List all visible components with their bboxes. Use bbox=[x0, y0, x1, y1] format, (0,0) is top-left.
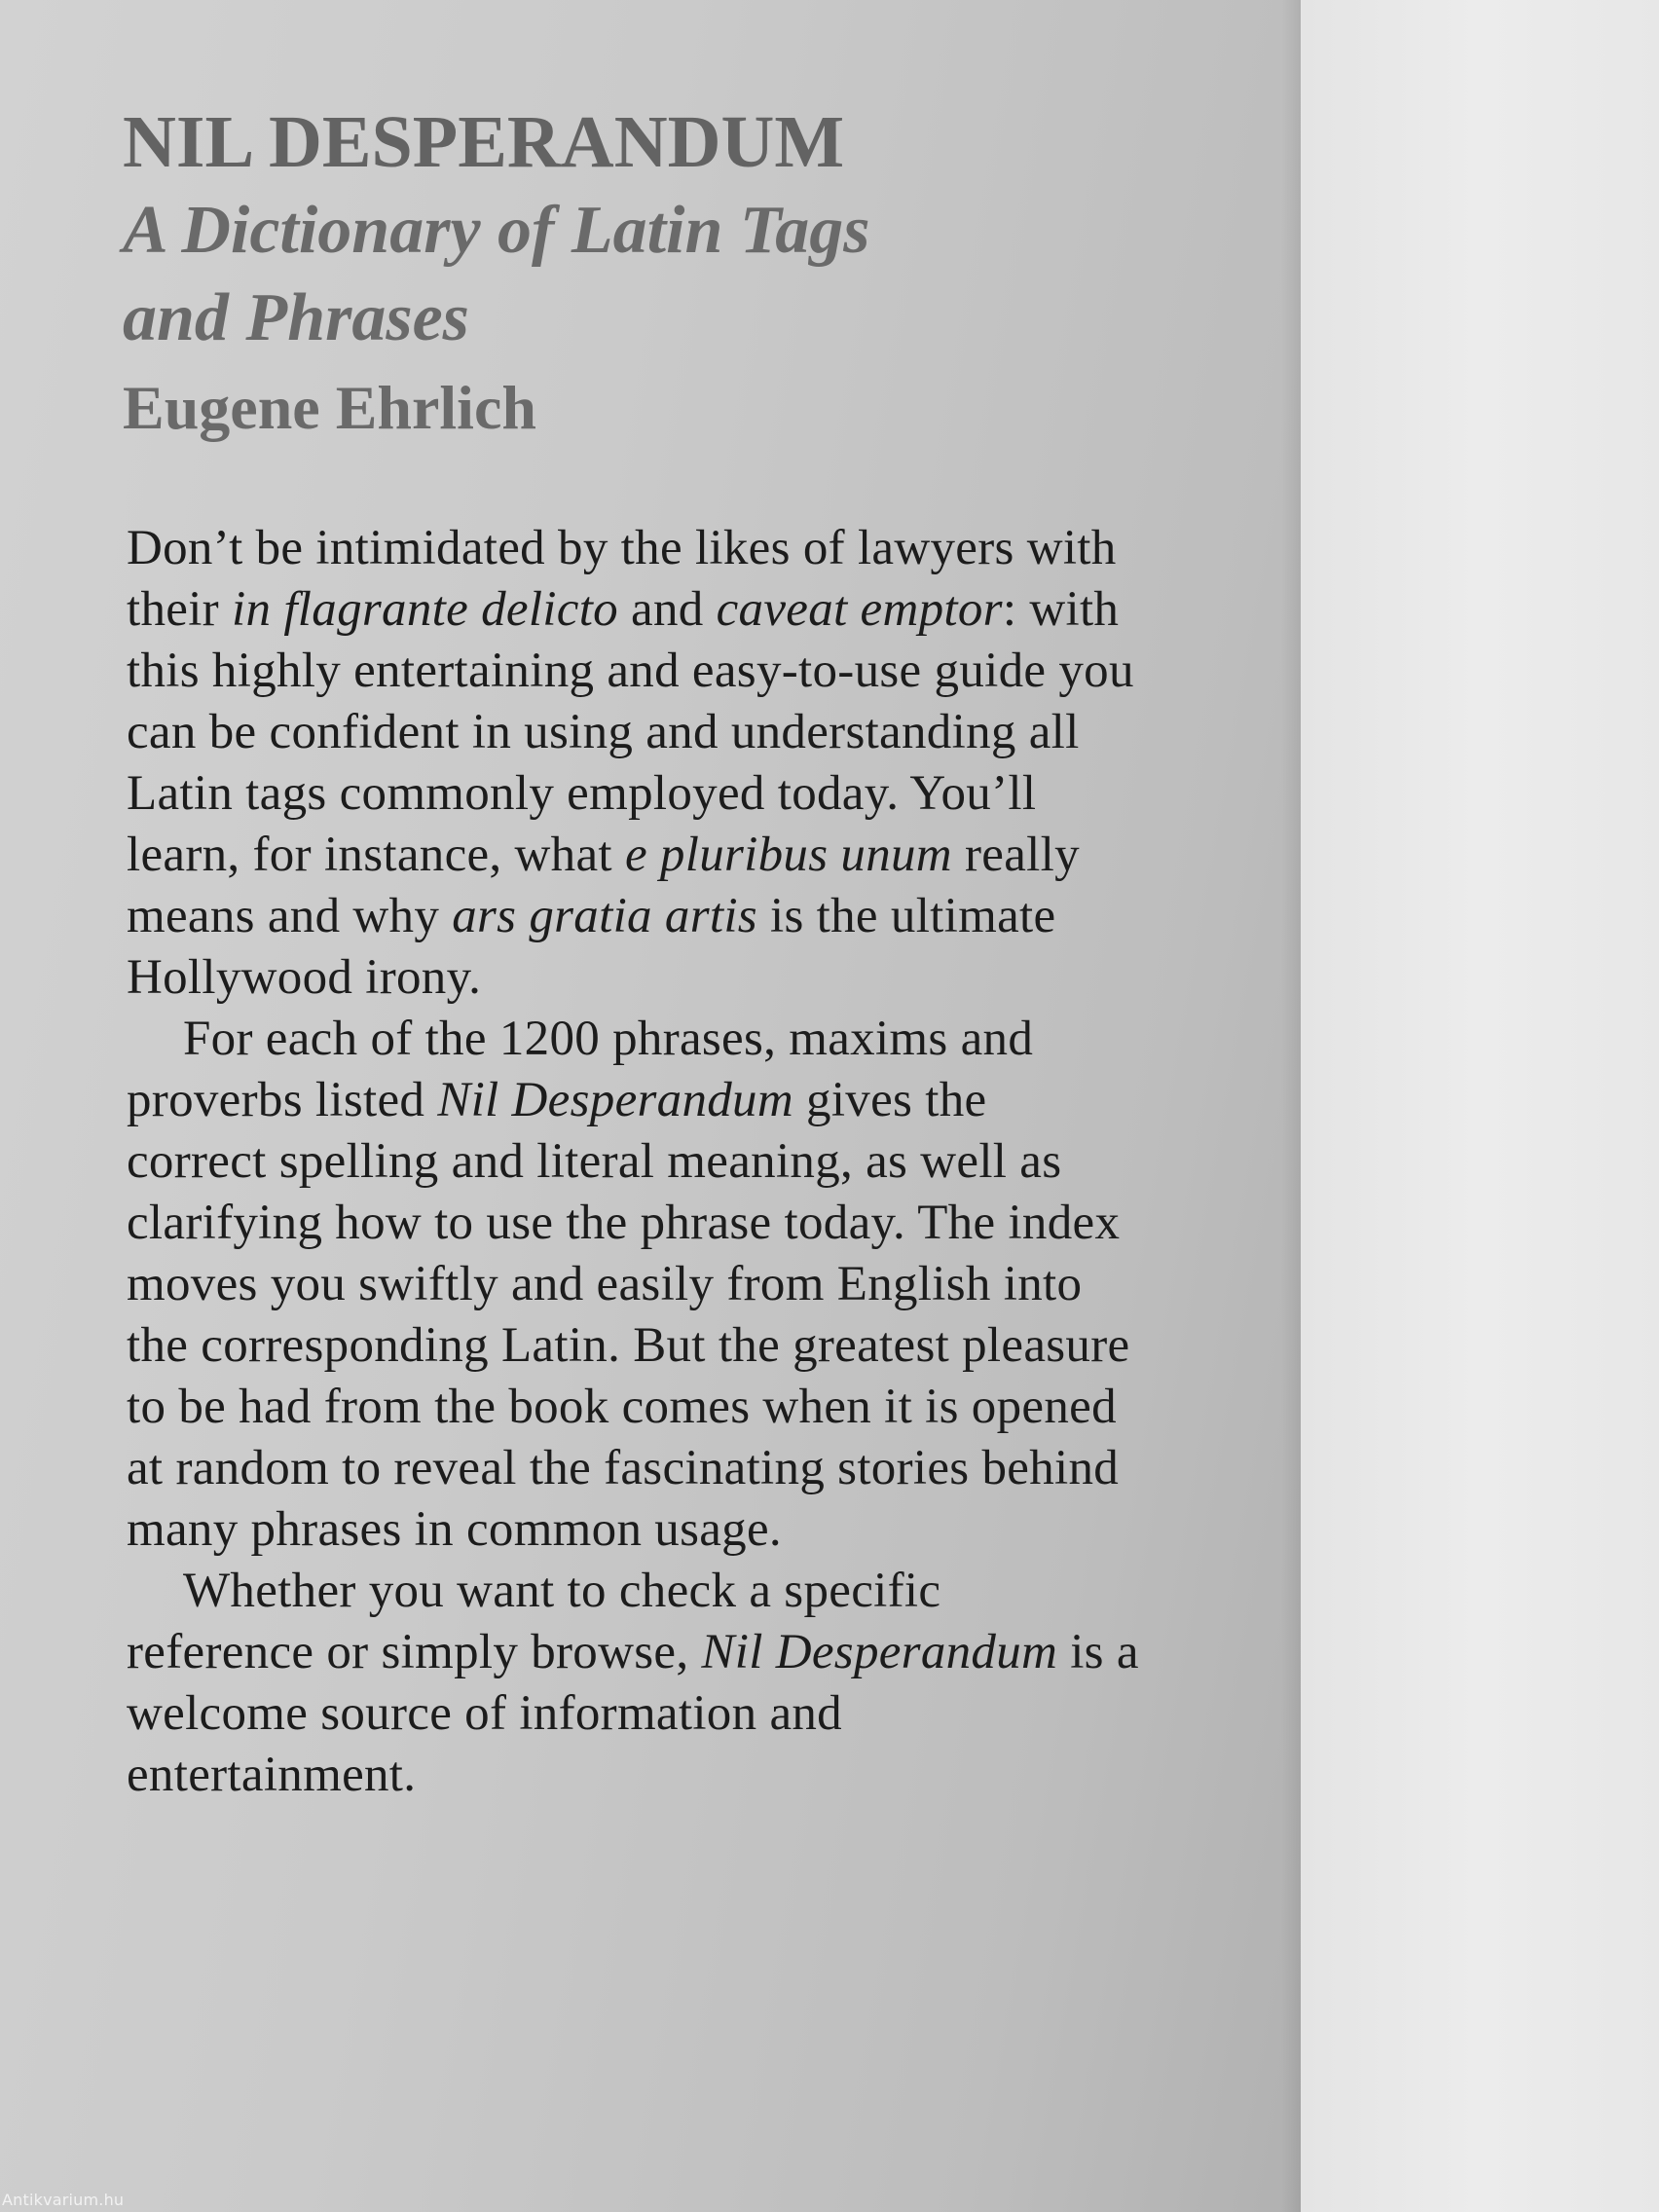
blurb-text-run: is the ultimate Hollywood irony. bbox=[127, 889, 1056, 1005]
adjacent-page bbox=[1301, 0, 1659, 2212]
blurb-text-run: Don’t be intimidated by the likes of lawyers with their bbox=[127, 521, 1117, 637]
blurb-text-run: is a welcome source of information and entertainment. bbox=[127, 1625, 1139, 1802]
blurb-paragraph-2 bbox=[127, 1009, 1139, 1561]
blurb-text-run: Whether you want to check a specific reference or simply browse, bbox=[127, 1564, 941, 1679]
latin-phrase: e pluribus unum bbox=[624, 828, 952, 882]
book-title: NIL DESPERANDUM bbox=[123, 101, 845, 183]
book-title-italic: Nil Desperandum bbox=[437, 1073, 793, 1127]
flap-edge-shadow bbox=[1281, 0, 1301, 2212]
blurb-text bbox=[127, 518, 1139, 1806]
blurb-paragraph-1 bbox=[127, 518, 1139, 1009]
latin-phrase: caveat emptor bbox=[716, 582, 1003, 637]
book-header bbox=[123, 97, 1194, 454]
blurb-text-run: : with this highly entertaining and easy-to-use guide you can be confident in using and understanding all Latin tags commonly employed today. You’ll learn, for instance, what bbox=[127, 582, 1134, 882]
latin-phrase: in flagrante delicto bbox=[232, 582, 618, 637]
watermark: Antikvarium.hu bbox=[2, 2191, 125, 2209]
book-subtitle-line1: A Dictionary of Latin Tags bbox=[123, 193, 870, 268]
book-author: Eugene Ehrlich bbox=[123, 373, 536, 442]
latin-phrase: ars gratia artis bbox=[452, 889, 757, 943]
book-title-italic: Nil Desperandum bbox=[701, 1625, 1058, 1679]
blurb-text-run: gives the correct spelling and literal meaning, as well as clarifying how to use the phrase today. The index moves you swiftly and easily from English into the corresponding Latin. But the greatest pleasure to be had from the book comes when it is opened at random to reveal the fascinating stories behind many phrases in common usage. bbox=[127, 1073, 1130, 1557]
blurb-text-run: For each of the 1200 phrases, maxims and proverbs listed bbox=[127, 1012, 1034, 1127]
blurb-text-run: really means and why bbox=[127, 828, 1080, 943]
book-subtitle-line2: and Phrases bbox=[123, 280, 469, 355]
blurb-text-run: and bbox=[617, 582, 717, 637]
blurb-paragraph-3 bbox=[127, 1561, 1139, 1806]
